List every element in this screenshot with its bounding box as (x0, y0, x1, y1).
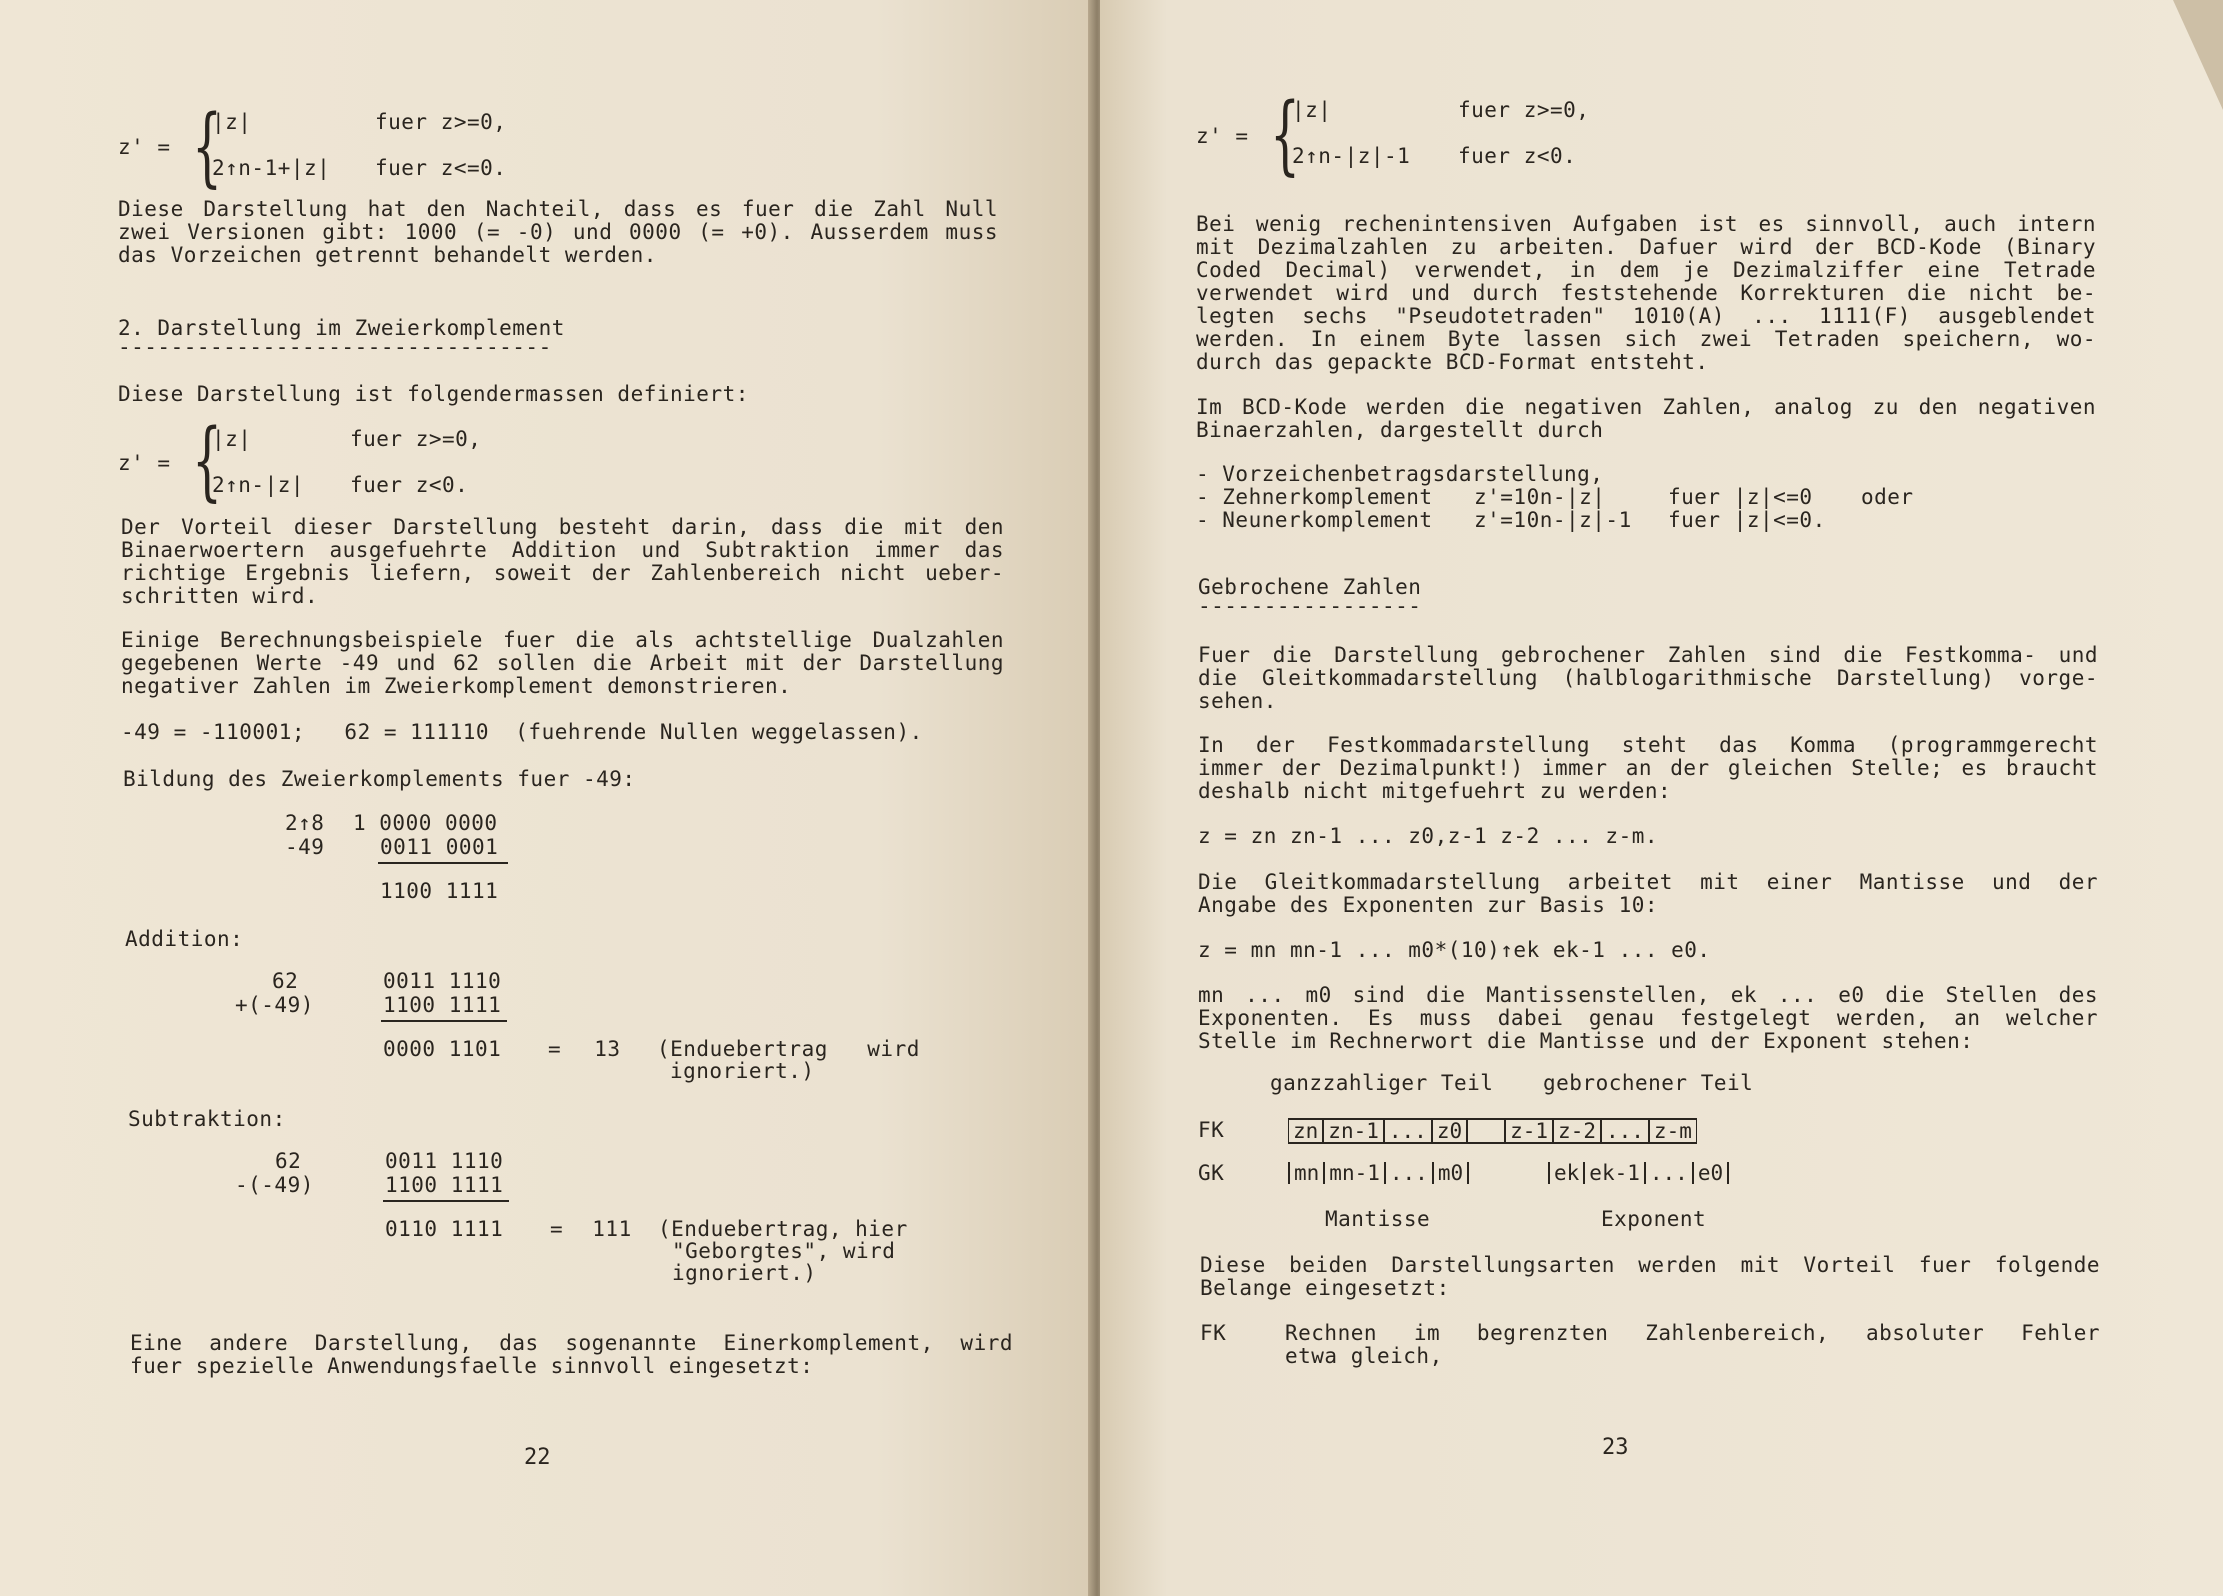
diagram-gk-mantissa (1288, 1162, 1477, 1184)
r-para1-line5: legten sechs "Pseudotetraden" 1010(A) ... 1111(F) ausgeblendet (1196, 304, 2096, 328)
addition-r2-value: 1100 1111 (383, 993, 502, 1017)
left-page (0, 0, 1095, 1596)
r-fk-use-line1: Rechnen im begrenzten Zahlenbereich, absoluter Fehler (1285, 1321, 2100, 1345)
r-para6-line3: Stelle im Rechnerwort die Mantisse und der Exponent stehen: (1198, 1029, 1974, 1053)
gk-cell: ... (1384, 1162, 1432, 1184)
para2-line2: Binaerwoertern ausgefuehrte Addition und Subtraktion immer das (121, 538, 1004, 562)
formula1-case1-expr: |z| (212, 110, 252, 134)
subtraction-r2-label: -(-49) (235, 1173, 314, 1197)
subtraction-result: 0110 1111 (385, 1217, 504, 1241)
formula1-case2-cond: fuer z<=0. (375, 156, 507, 180)
r-para1-line1: Bei wenig rechenintensiven Aufgaben ist es sinnvoll, auch intern (1196, 212, 2096, 236)
formula2-case1-expr: |z| (212, 427, 252, 451)
r-section-heading-underline: ----------------- (1198, 594, 1422, 618)
gk-cell: mn (1288, 1162, 1323, 1184)
r-formula-case2-cond: fuer z<0. (1458, 144, 1577, 168)
para3-line1: Einige Berechnungsbeispiele fuer die als achtstellige Dualzahlen (121, 628, 1004, 652)
para3-line2: gegebenen Werte -49 und 62 sollen die Arbeit mit der Darstellung (121, 651, 1004, 675)
formula2-case1-cond: fuer z>=0, (350, 427, 482, 451)
addition-note-line2: ignoriert.) (670, 1059, 815, 1083)
gk-cell: m0 (1432, 1162, 1467, 1184)
diagram-footer-mantisse: Mantisse (1325, 1207, 1431, 1231)
addition-equals: = 13 (548, 1037, 621, 1061)
r-para6-line2: Exponenten. Es muss dabei genau festgelegt werden, an welcher (1198, 1006, 2098, 1030)
fk-cell: zn (1288, 1118, 1323, 1144)
complement-r1-label: 2↑8 (285, 811, 325, 835)
diagram-col2-header: gebrochener Teil (1543, 1071, 1754, 1095)
diagram-col1-header: ganzzahliger Teil (1270, 1071, 1494, 1095)
gk-cell: ... (1644, 1162, 1692, 1184)
right-page (1100, 0, 2223, 1596)
gk-cell (1467, 1162, 1477, 1184)
r-para1-line7: durch das gepackte BCD-Format entsteht. (1196, 350, 1709, 374)
subtraction-r2-value: 1100 1111 (385, 1173, 504, 1197)
fk-cell: z-2 (1553, 1118, 1601, 1144)
r-para6-line1: mn ... m0 sind die Mantissenstellen, ek ... e0 die Stellen des (1198, 983, 2098, 1007)
r-list-item3-label: - Neunerkomplement (1196, 508, 1433, 532)
r-para1-line6: werden. In einem Byte lassen sich zwei Tetraden speichern, wo- (1196, 327, 2096, 351)
diagram-gk-label: GK (1198, 1161, 1225, 1185)
formula2-brace: { (192, 411, 223, 511)
formula2-case2-expr: 2↑n-|z| (212, 473, 305, 497)
formula2-lhs: z' = (118, 451, 171, 475)
r-para1-line2: mit Dezimalzahlen zu arbeiten. Dafuer wird der BCD-Kode (Binary (1196, 235, 2096, 259)
subtraction-note-line1: (Enduebertrag, hier (658, 1217, 908, 1241)
subtraction-r1-label: 62 (275, 1149, 302, 1173)
formula1-case1-cond: fuer z>=0, (375, 110, 507, 134)
fk-cell: ... (1601, 1118, 1649, 1144)
subtraction-note-line2: "Geborgtes", wird (672, 1239, 896, 1263)
formula1-case2-expr: 2↑n-1+|z| (212, 156, 331, 180)
r-formula-case1-expr: |z| (1292, 98, 1332, 122)
complement-r1-value: 1 0000 0000 (353, 811, 498, 835)
r-para7-line1: Diese beiden Darstellungsarten werden mit Vorteil fuer folgende (1200, 1253, 2100, 1277)
gk-cell: ek-1 (1583, 1162, 1644, 1184)
fk-cell (1467, 1118, 1505, 1144)
r-list-item2-formula: z'=10n-|z| (1474, 485, 1606, 509)
r-para3-line3: sehen. (1198, 689, 1277, 713)
para4-line2: fuer spezielle Anwendungsfaelle sinnvoll eingesetzt: (130, 1354, 814, 1378)
addition-heading: Addition: (125, 927, 244, 951)
r-para5-line1: Die Gleitkommadarstellung arbeitet mit einer Mantisse und der (1198, 870, 2098, 894)
fk-cell: z-1 (1505, 1118, 1553, 1144)
addition-r1-label: 62 (272, 969, 299, 993)
fk-cell: ... (1384, 1118, 1432, 1144)
r-formula-case2-expr: 2↑n-|z|-1 (1292, 144, 1411, 168)
para2-line1: Der Vorteil dieser Darstellung besteht darin, dass die mit den (121, 515, 1004, 539)
r-para4-line3: deshalb nicht mitgefuehrt zu werden: (1198, 779, 1672, 803)
r-para5-line2: Angabe des Exponenten zur Basis 10: (1198, 893, 1659, 917)
r-para3-line1: Fuer die Darstellung gebrochener Zahlen sind die Festkomma- und (1198, 643, 2098, 667)
complement-result: 1100 1111 (380, 879, 499, 903)
diagram-fk-label: FK (1198, 1118, 1225, 1142)
r-list-item3-formula: z'=10n-|z|-1 (1474, 508, 1632, 532)
gk-cell: mn-1 (1323, 1162, 1384, 1184)
r-list-item3-cond: fuer |z|<=0. (1668, 508, 1826, 532)
r-para2-line2: Binaerzahlen, dargestellt durch (1196, 418, 1604, 442)
section-heading: 2. Darstellung im Zweierkomplement (118, 316, 565, 340)
formula2-case2-cond: fuer z<0. (350, 473, 469, 497)
r-para4-line1: In der Festkommadarstellung steht das Komma (programmgerecht (1198, 733, 2098, 757)
r-para1-line3: Coded Decimal) verwendet, in dem je Dezimalziffer eine Tetrade (1196, 258, 2096, 282)
addition-note-line1: (Enduebertrag wird (657, 1037, 920, 1061)
subtraction-r1-value: 0011 1110 (385, 1149, 504, 1173)
r-para4-line2: immer der Dezimalpunkt!) immer an der gleichen Stelle; es braucht (1198, 756, 2098, 780)
addition-result: 0000 1101 (383, 1037, 502, 1061)
para3-line3: negativer Zahlen im Zweierkomplement demonstrieren. (121, 674, 792, 698)
subtraction-sum-line (383, 1200, 509, 1202)
fk-cell: z-m (1649, 1118, 1697, 1144)
para1-line2: zwei Versionen gibt: 1000 (= -0) und 0000 (= +0). Ausserdem muss (118, 220, 998, 244)
formula1-lhs: z' = (118, 135, 171, 159)
complement-sum-line (378, 862, 508, 864)
para4-line1: Eine andere Darstellung, das sogenannte Einerkomplement, wird (130, 1331, 1013, 1355)
r-equation1: z = zn zn-1 ... z0,z-1 z-2 ... z-m. (1198, 824, 1659, 848)
gk-cell: ek (1548, 1162, 1583, 1184)
diagram-footer-exponent: Exponent (1601, 1207, 1707, 1231)
para2-line4: schritten wird. (121, 584, 319, 608)
subtraction-equals: = 111 (550, 1217, 632, 1241)
gk-cell (1727, 1162, 1737, 1184)
complement-heading: Bildung des Zweierkomplements fuer -49: (123, 767, 636, 791)
r-para2-line1: Im BCD-Kode werden die negativen Zahlen, analog zu den negativen (1196, 395, 2096, 419)
r-equation2: z = mn mn-1 ... m0*(10)↑ek ek-1 ... e0. (1198, 938, 1711, 962)
r-list-item1: - Vorzeichenbetragsdarstellung, (1196, 462, 1604, 486)
page-number-right: 23 (1602, 1435, 1629, 1460)
subtraction-note-line3: ignoriert.) (672, 1261, 817, 1285)
addition-sum-line (381, 1020, 507, 1022)
addition-r2-label: +(-49) (235, 993, 314, 1017)
diagram-gk-exponent (1548, 1162, 1737, 1184)
r-para7-line2: Belange eingesetzt: (1200, 1276, 1450, 1300)
r-list-item2-cond: fuer |z|<=0 (1668, 485, 1813, 509)
r-list-item2-tail: oder (1861, 485, 1914, 509)
r-list-item2-label: - Zehnerkomplement (1196, 485, 1433, 509)
gk-cell: e0 (1692, 1162, 1727, 1184)
r-section-heading: Gebrochene Zahlen (1198, 575, 1422, 599)
para2-line3: richtige Ergebnis liefern, soweit der Zahlenbereich nicht ueber- (121, 561, 1004, 585)
complement-r2-label: -49 (285, 835, 325, 859)
r-para1-line4: verwendet wird und durch feststehende Korrekturen die nicht be- (1196, 281, 2096, 305)
r-formula-case1-cond: fuer z>=0, (1458, 98, 1590, 122)
page-number-left: 22 (524, 1445, 551, 1470)
intro-text: Diese Darstellung ist folgendermassen definiert: (118, 382, 749, 406)
addition-r1-value: 0011 1110 (383, 969, 502, 993)
folded-corner (2173, 0, 2223, 110)
r-formula-brace: { (1270, 85, 1301, 185)
fk-cell: z0 (1432, 1118, 1467, 1144)
r-formula-lhs: z' = (1196, 124, 1249, 148)
complement-r2-value: 0011 0001 (380, 835, 499, 859)
subtraction-heading: Subtraktion: (128, 1107, 286, 1131)
diagram-fk-row (1288, 1118, 1697, 1144)
para1-line3: das Vorzeichen getrennt behandelt werden. (118, 243, 657, 267)
section-heading-underline: --------------------------------- (118, 335, 552, 359)
r-para3-line2: die Gleitkommadarstellung (halblogarithmische Darstellung) vorge- (1198, 666, 2098, 690)
fk-cell: zn-1 (1323, 1118, 1384, 1144)
para1-line1: Diese Darstellung hat den Nachteil, dass es fuer die Zahl Null (118, 197, 998, 221)
values-line: -49 = -110001; 62 = 111110 (fuehrende Nullen weggelassen). (121, 720, 923, 744)
formula1-brace: { (192, 97, 223, 197)
r-fk-use-label: FK (1200, 1321, 1227, 1345)
r-fk-use-line2: etwa gleich, (1285, 1344, 1443, 1368)
